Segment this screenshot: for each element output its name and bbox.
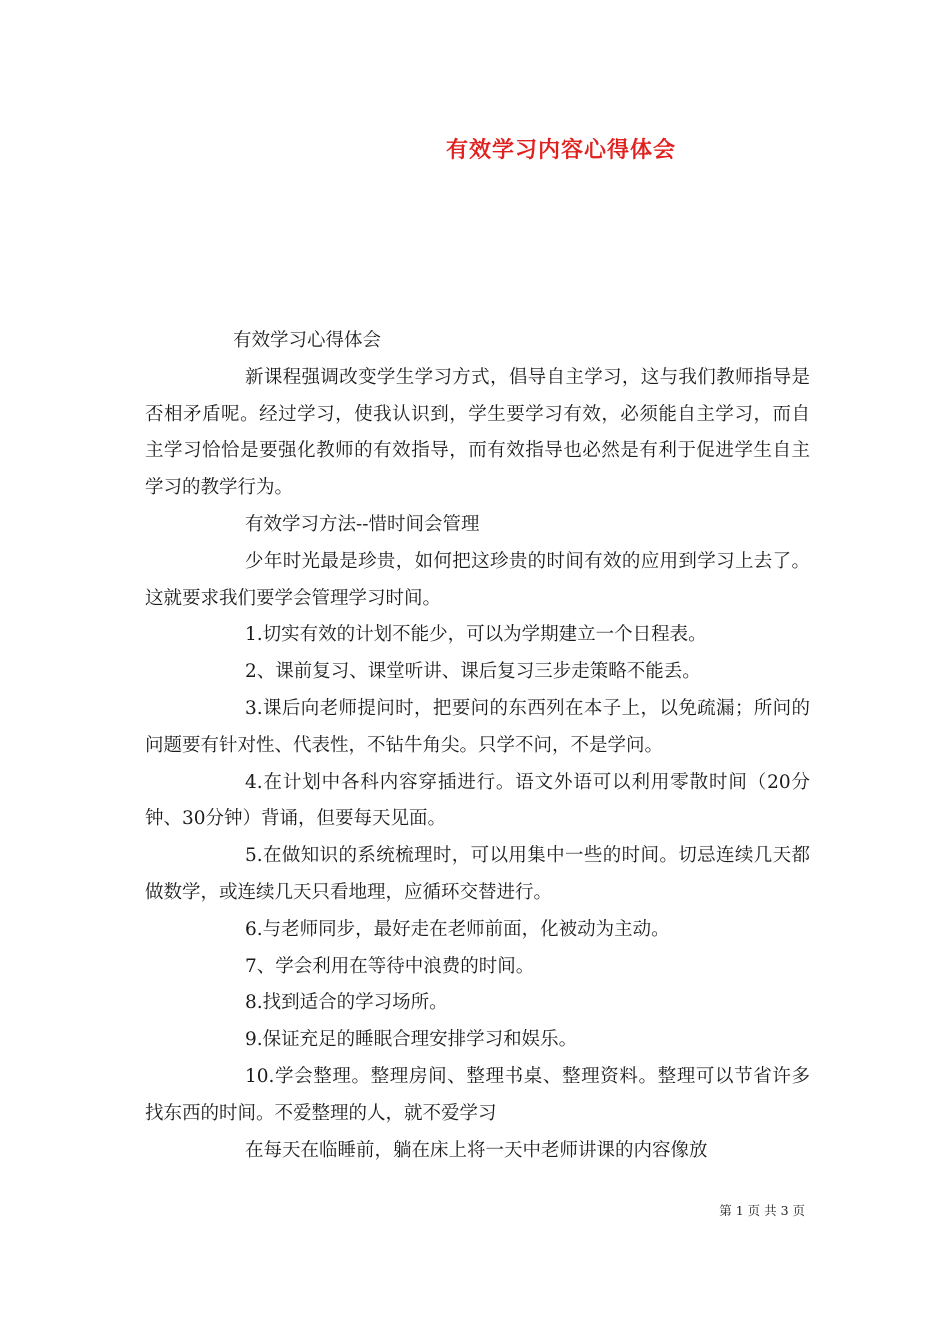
- section-heading: 有效学习心得体会: [233, 330, 382, 351]
- list-item-5: 5.在做知识的系统梳理时，可以用集中一些的时间。切忌连续几天都做数学，或连续几天只看地理，应循环交替进行。: [145, 845, 810, 903]
- list-item-1: 1.切实有效的计划不能少，可以为学期建立一个日程表。: [245, 624, 707, 646]
- list-item-4: 4.在计划中各科内容穿插进行。语文外语可以利用零散时间（20分钟、30分钟）背诵，但要每天见面。: [145, 771, 810, 830]
- list-item-3: 3.课后向老师提问时，把要问的东西列在本子上，以免疏漏；所问的问题要有针对性、代表性，不钻牛角尖。只学不问，不是学问。: [145, 697, 810, 756]
- paragraph-time: 少年时光最是珍贵，如何把这珍贵的时间有效的应用到学习上去了。这就要求我们要学会管理学习时间。: [145, 550, 810, 609]
- document-title: 有效学习内容心得体会: [446, 137, 677, 163]
- list-item-7: 7、学会利用在等待中浪费的时间。: [245, 955, 535, 977]
- document-body: [145, 323, 810, 1169]
- paragraph-bedtime: 在每天在临睡前，躺在床上将一天中老师讲课的内容像放: [245, 1139, 708, 1161]
- paragraph-intro: 新课程强调改变学生学习方式，倡导自主学习，这与我们教师指导是否相矛盾呢。经过学习，使我认识到，学生要学习有效，必须能自主学习，而自主学习恰恰是要强化教师的有效指导，而有效指导也必然是有利于促进学生自主学习的教学行为。: [145, 366, 810, 499]
- section-heading-method: 有效学习方法--惜时间会管理: [245, 513, 480, 535]
- list-item-6: 6.与老师同步，最好走在老师前面，化被动为主动。: [245, 918, 670, 940]
- list-item-8: 8.找到适合的学习场所。: [245, 992, 448, 1014]
- list-item-2: 2、课前复习、课堂听讲、课后复习三步走策略不能丢。: [245, 661, 701, 683]
- list-item-9: 9.保证充足的睡眠合理安排学习和娱乐。: [245, 1029, 578, 1051]
- list-item-10: 10.学会整理。整理房间、整理书桌、整理资料。整理可以节省许多找东西的时间。不爱整理的人，就不爱学习: [145, 1065, 810, 1124]
- page-number-footer: 第 1 页 共 3 页: [719, 1203, 805, 1218]
